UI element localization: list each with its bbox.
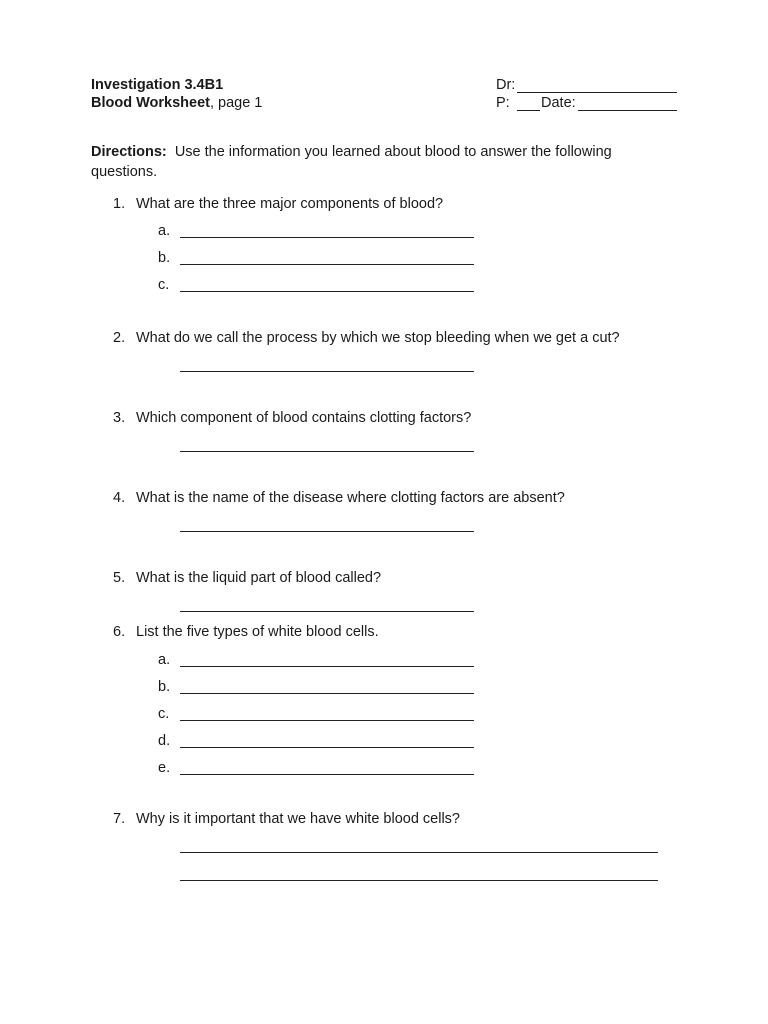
worksheet-title-line [91, 94, 262, 112]
directions-text: Use the information you learned about blood to answer the following [174, 144, 612, 160]
answer-line-6e[interactable] [180, 774, 474, 775]
question-7-text: Why is it important that we have white blood cells? [136, 811, 460, 827]
answer-line-5[interactable] [180, 611, 474, 612]
question-1-number: 1. [113, 196, 126, 212]
answer-line-1b[interactable] [180, 264, 474, 265]
question-4-text: What is the name of the disease where clotting factors are absent? [136, 490, 565, 506]
answer-line-1c[interactable] [180, 291, 474, 292]
worksheet-title: Blood Worksheet [91, 95, 210, 111]
question-6e-letter: e. [158, 760, 171, 776]
answer-line-7a[interactable] [180, 852, 658, 853]
answer-line-6b[interactable] [180, 693, 474, 694]
answer-line-4[interactable] [180, 531, 474, 532]
answer-line-6c[interactable] [180, 720, 474, 721]
answer-line-3[interactable] [180, 451, 474, 452]
question-3-number: 3. [113, 410, 126, 426]
question-2-text: What do we call the process by which we stop bleeding when we get a cut? [136, 330, 620, 346]
question-6b-letter: b. [158, 679, 171, 695]
period-field[interactable] [517, 110, 540, 111]
question-7-number: 7. [113, 811, 126, 827]
question-6c-letter: c. [158, 706, 170, 722]
answer-line-7b[interactable] [180, 880, 658, 881]
question-3-text: Which component of blood contains clotting factors? [136, 410, 472, 426]
answer-line-6a[interactable] [180, 666, 474, 667]
directions-line2: questions. [91, 164, 158, 180]
answer-line-6d[interactable] [180, 747, 474, 748]
question-1-text: What are the three major components of blood? [136, 196, 444, 212]
question-6a-letter: a. [158, 652, 171, 668]
period-label: P: [496, 95, 510, 111]
question-2-number: 2. [113, 330, 126, 346]
dr-field[interactable] [517, 92, 677, 93]
date-field[interactable] [578, 110, 677, 111]
question-1b-letter: b. [158, 250, 171, 266]
question-1a-letter: a. [158, 223, 171, 239]
directions-line1 [91, 143, 612, 161]
question-6-text: List the five types of white blood cells. [136, 624, 379, 640]
answer-line-2[interactable] [180, 371, 474, 372]
dr-label: Dr: [496, 77, 516, 93]
question-5-number: 5. [113, 570, 126, 586]
question-6-number: 6. [113, 624, 126, 640]
question-1c-letter: c. [158, 277, 170, 293]
question-4-number: 4. [113, 490, 126, 506]
question-6d-letter: d. [158, 733, 171, 749]
investigation-title: Investigation 3.4B1 [91, 77, 224, 93]
answer-line-1a[interactable] [180, 237, 474, 238]
question-5-text: What is the liquid part of blood called? [136, 570, 382, 586]
directions-label: Directions: [91, 144, 167, 160]
page-label: , page 1 [209, 95, 263, 111]
date-label: Date: [541, 95, 576, 111]
